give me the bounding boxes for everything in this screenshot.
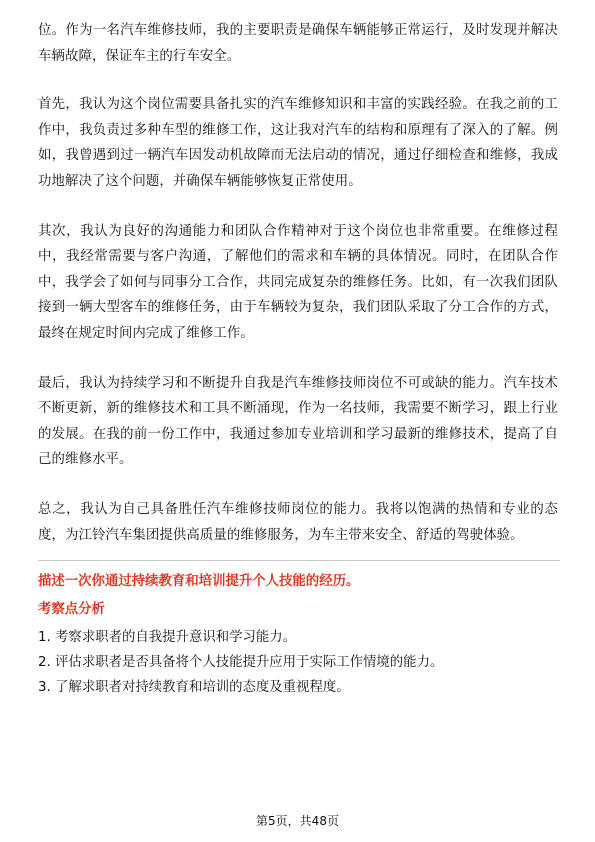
document-body [38, 18, 558, 700]
analysis-item: 2. 评估求职者是否具备将个人技能提升应用于实际工作情境的能力。 [38, 655, 444, 671]
answer-paragraph-5: 总之，我认为自己具备胜任汽车维修技师岗位的能力。我将以饱满的热情和专业的态度，为江铃汽车集团提供高质量的维修服务，为车主带来安全、舒适的驾驶体验。 [38, 501, 558, 543]
interview-question: 描述一次你通过持续教育和培训提升个人技能的经历。 [38, 574, 360, 590]
analysis-heading: 考察点分析 [38, 602, 105, 618]
analysis-item: 1. 考察求职者的自我提升意识和学习能力。 [38, 630, 297, 646]
page-number: 第5页，共48页 [256, 814, 339, 828]
answer-paragraph-3: 其次，我认为良好的沟通能力和团队合作精神对于这个岗位也非常重要。在维修过程中，我经常需要与客户沟通，了解他们的需求和车辆的具体情况。同时，在团队合作中，我学会了如何与同事分工合作，共同完成复杂的维修任务。比如，有一次我们团队接到一辆大型客车的维修任务，由于车辆较为复杂，我们团队采取了分工合作的方式，最终在规定时间内完成了维修工作。 [38, 223, 558, 341]
analysis-item: 3. 了解求职者对持续教育和培训的态度及重视程度。 [38, 680, 350, 696]
section-divider [38, 560, 560, 561]
answer-paragraph-4: 最后，我认为持续学习和不断提升自我是汽车维修技师岗位不可或缺的能力。汽车技术不断更新，新的维修技术和工具不断涌现，作为一名技师，我需要不断学习，跟上行业的发展。在我的前一份工作中，我通过参加专业培训和学习最新的维修技术，提高了自己的维修水平。 [38, 375, 558, 468]
analysis-list [38, 625, 558, 700]
answer-paragraph-1: 位。作为一名汽车维修技师，我的主要职责是确保车辆能够正常运行，及时发现并解决车辆故障，保证车主的行车安全。 [38, 23, 558, 64]
answer-paragraph-2: 首先，我认为这个岗位需要具备扎实的汽车维修知识和丰富的实践经验。在我之前的工作中，我负责过多种车型的维修工作，这让我对汽车的结构和原理有了深入的了解。例如，我曾遇到过一辆汽车因发动机故障而无法启动的情况，通过仔细检查和维修，我成功地解决了这个问题，并确保车辆能够恢复正常使用。 [38, 97, 558, 189]
